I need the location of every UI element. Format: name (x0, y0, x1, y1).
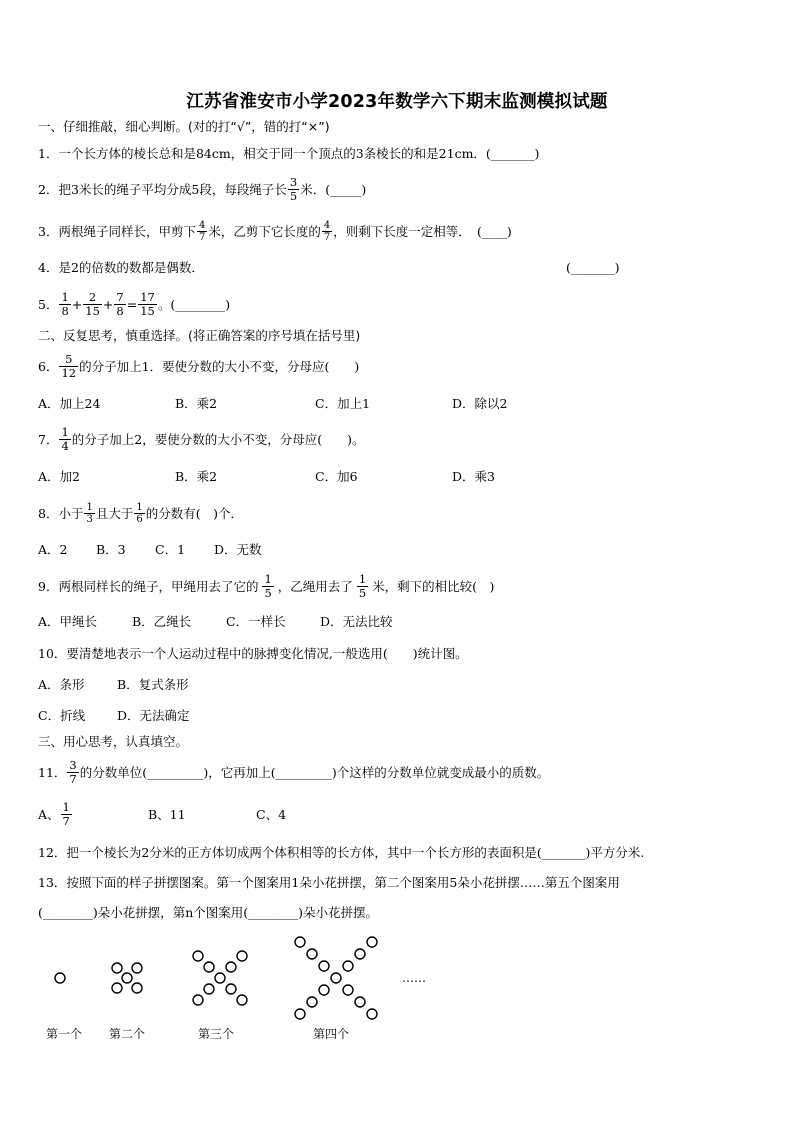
q8-option-b: B．3 (96, 542, 126, 557)
q11-options (38, 799, 758, 828)
question-9 (38, 571, 495, 600)
q7-den: 4 (61, 438, 69, 453)
q5-a-num: 1 (61, 289, 69, 304)
flower-circle-4-1 (331, 973, 341, 983)
q3-pre: 3．两根绳子同样长，甲剪下 (38, 224, 196, 239)
pattern-ellipsis: …… (402, 971, 426, 985)
question-13-line-2: (________)朵小花拼摆，第n个图案用(________)朵小花拼摆。 (38, 905, 379, 920)
flower-circle-4-4 (343, 961, 353, 971)
q9-option-d: D．无法比较 (320, 614, 393, 629)
q7-pre: 7． (38, 432, 59, 447)
flower-circle-2-3 (112, 983, 122, 993)
q3-post: ，则剩下长度一定相等． (____) (333, 224, 512, 239)
q3-f2-num: 4 (323, 219, 331, 231)
q8-pre: 8．小于 (38, 506, 84, 521)
q9-post: 米，剩下的相比较( ) (372, 579, 495, 594)
q11-option-a (38, 801, 73, 828)
q5-c-den: 8 (116, 303, 124, 318)
q9-f2-den: 5 (358, 585, 367, 600)
q8-fraction-2 (134, 502, 144, 525)
question-5 (38, 289, 231, 318)
q5-label: 5． (38, 297, 59, 312)
question-11 (38, 757, 550, 786)
q6-pre: 6． (38, 359, 59, 374)
q3-fraction-1 (197, 220, 207, 243)
flower-circle-1-1 (55, 973, 65, 983)
q6-num: 5 (65, 351, 73, 366)
q5-plus-1: + (71, 296, 83, 312)
question-1: 1．一个长方体的棱长总和是84cm，相交于同一个顶点的3条棱长的和是21cm．(_______) (38, 146, 540, 161)
q6-den: 12 (61, 365, 77, 380)
q5-r-den: 15 (140, 303, 155, 318)
flower-circle-3-4 (226, 962, 236, 972)
question-2 (38, 174, 367, 203)
q2-frac-num: 3 (289, 174, 298, 189)
question-10: 10．要清楚地表示一个人运动过程中的脉搏变化情况,一般选用( )统计图。 (38, 646, 468, 661)
question-4 (38, 256, 638, 278)
q5-frac-a (59, 291, 70, 318)
q9-f1-den: 5 (264, 585, 272, 600)
flower-circle-2-5 (112, 963, 122, 973)
q11-option-b: B、11 (148, 807, 186, 822)
q7-option-d: D．乘3 (452, 469, 495, 484)
question-6 (38, 351, 360, 380)
flower-circle-4-9 (307, 949, 317, 959)
flower-circle-4-3 (319, 985, 329, 995)
flower-circle-3-6 (237, 995, 247, 1005)
q8-options (38, 538, 758, 560)
q10-options-row-1 (38, 673, 758, 695)
q10-option-d: D．无法确定 (117, 708, 190, 723)
question-7 (38, 424, 365, 453)
q2-pre: 2．把3米长的绳子平均分成5段，每段绳子长 (38, 182, 287, 197)
q11-option-a-den: 7 (62, 813, 70, 828)
q2-post: 米．(_____) (300, 182, 367, 197)
section-1-heading: 一、仔细推敲，细心判断。(对的打“√”，错的打“×”) (38, 119, 330, 134)
q5-frac-b (83, 291, 102, 318)
flower-circle-4-2 (343, 985, 353, 995)
flower-circle-2-4 (132, 963, 142, 973)
q3-fraction-2 (322, 220, 332, 243)
flower-circle-4-7 (307, 997, 317, 1007)
q6-post: 的分子加上1．要使分数的大小不变，分母应( ) (79, 359, 360, 374)
q3-f2-den: 7 (323, 231, 331, 243)
q6-option-b: B．乘2 (175, 396, 218, 411)
q2-frac-den: 5 (289, 188, 298, 203)
page-title: 江苏省淮安市小学2023年数学六下期末监测模拟试题 (186, 92, 608, 112)
q5-b-num: 2 (88, 289, 97, 304)
q4-blank: (_______) (566, 259, 620, 275)
q5-a-den: 8 (61, 303, 69, 318)
q11-option-a-label: A、 (38, 807, 60, 822)
q5-frac-result (138, 291, 157, 318)
q8-fraction-1 (84, 502, 94, 525)
q8-option-a: A．2 (38, 542, 68, 557)
q7-option-a: A．加2 (38, 469, 80, 484)
q7-option-c: C．加6 (315, 469, 358, 484)
q5-r-num: 17 (140, 289, 155, 304)
flower-circle-4-13 (295, 937, 305, 947)
flower-circle-4-11 (295, 1009, 305, 1019)
q10-option-b: B．复式条形 (117, 677, 189, 692)
q11-option-a-fraction (61, 801, 72, 828)
flower-circle-3-5 (204, 962, 214, 972)
flower-circle-2-2 (132, 983, 142, 993)
q11-fraction (67, 759, 78, 786)
q5-frac-c (114, 291, 125, 318)
flower-circle-4-12 (367, 937, 377, 947)
q5-plus-2: + (102, 296, 114, 312)
q5-equals: = (126, 296, 138, 312)
q7-fraction (59, 426, 70, 453)
q8-f1-den: 3 (86, 513, 93, 525)
q5-c-num: 7 (116, 289, 124, 304)
q3-f1-num: 4 (198, 219, 206, 231)
q6-option-a: A．加上24 (38, 396, 101, 411)
q6-options (38, 392, 758, 414)
q8-option-c: C．1 (155, 542, 186, 557)
flower-circles (55, 937, 377, 1019)
q11-den: 7 (69, 771, 77, 786)
q6-option-c: C．加上1 (315, 396, 371, 411)
q9-pre: 9．两根同样长的绳子，甲绳用去了它的 (38, 579, 259, 594)
flower-circle-3-8 (237, 951, 247, 961)
q5-post: 。(________) (157, 297, 231, 312)
q3-f1-den: 7 (198, 231, 206, 243)
flower-circle-2-1 (122, 973, 132, 983)
q10-options-row-2 (38, 704, 758, 726)
figure-label-1: 第一个 (46, 1027, 83, 1041)
q11-option-c: C、4 (256, 807, 287, 822)
q10-option-a: A．条形 (38, 677, 85, 692)
figure-label-3: 第三个 (198, 1027, 235, 1041)
q9-f2-num: 1 (358, 571, 367, 586)
q8-f2-num: 1 (136, 501, 143, 513)
q11-post: 的分数单位(_________)，它再加上(_________)个这样的分数单位就变成最小的质数。 (79, 765, 550, 780)
question-13-line-1: 13．按照下面的样子拼摆图案。第一个图案用1朵小花拼摆，第二个图案用5朵小花拼摆……第五个图案用 (38, 875, 620, 890)
figure-label-4: 第四个 (313, 1027, 350, 1041)
figure-label-2: 第二个 (109, 1027, 146, 1041)
section-3-heading: 三、用心思考，认真填空。 (38, 734, 189, 749)
flower-circle-3-7 (193, 995, 203, 1005)
q9-fraction-1 (262, 573, 273, 600)
flower-circle-4-5 (319, 961, 329, 971)
q9-options (38, 610, 758, 632)
q6-option-d: D．除以2 (452, 396, 508, 411)
q8-f1-num: 1 (86, 501, 93, 513)
flower-circle-3-3 (204, 984, 214, 994)
q7-post: 的分子加上2，要使分数的大小不变，分母应( )。 (71, 432, 365, 447)
q4-text: 4．是2的倍数的数都是偶数． (38, 260, 204, 275)
q7-num: 1 (61, 424, 69, 439)
question-12: 12．把一个棱长为2分米的正方体切成两个体积相等的长方体，其中一个长方形的表面积是(_______)平方分米. (38, 845, 645, 860)
q11-pre: 11． (38, 765, 67, 780)
q8-option-d: D．无数 (214, 542, 262, 557)
q8-post: 的分数有( )个． (145, 506, 243, 521)
q9-mid: ，乙绳用去了 (277, 579, 353, 594)
q10-option-c: C．折线 (38, 708, 86, 723)
flower-circle-4-10 (367, 1009, 377, 1019)
flower-circle-4-8 (355, 949, 365, 959)
q9-f1-num: 1 (264, 571, 272, 586)
q8-f2-den: 6 (136, 513, 143, 525)
q3-mid: 米，乙剪下它长度的 (208, 224, 321, 239)
question-3 (38, 220, 512, 242)
q9-option-b: B．乙绳长 (132, 614, 192, 629)
flower-circle-3-9 (193, 951, 203, 961)
flower-circle-3-2 (226, 984, 236, 994)
q9-option-c: C．一样长 (226, 614, 286, 629)
section-2-heading: 二、反复思考，慎重选择。(将正确答案的序号填在括号里) (38, 328, 361, 343)
q7-option-b: B．乘2 (175, 469, 218, 484)
q9-option-a: A．甲绳长 (38, 614, 98, 629)
q11-option-a-num: 1 (62, 799, 70, 814)
q8-mid: 且大于 (95, 506, 134, 521)
q2-fraction (288, 176, 299, 203)
q9-fraction-2 (357, 573, 368, 600)
flower-circle-3-1 (215, 973, 225, 983)
q5-b-den: 15 (85, 303, 100, 318)
q7-options (38, 465, 758, 487)
flower-pattern-figure (0, 930, 794, 1020)
flower-circle-4-6 (355, 997, 365, 1007)
q11-num: 3 (69, 757, 77, 772)
question-8 (38, 502, 243, 524)
q6-fraction (59, 353, 78, 380)
